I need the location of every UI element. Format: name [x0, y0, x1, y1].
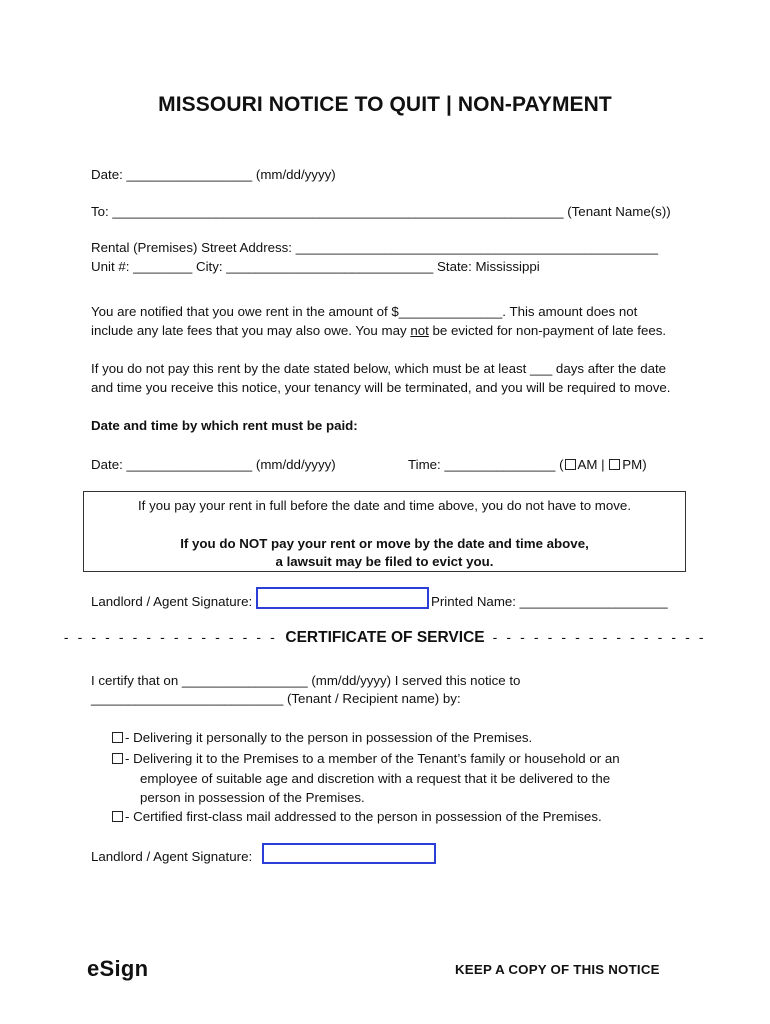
esign-logo: eSign	[87, 956, 149, 981]
deadline-time-field[interactable]	[408, 457, 647, 473]
keep-copy-note: KEEP A COPY OF THIS NOTICE	[455, 962, 660, 977]
am-checkbox[interactable]	[565, 459, 576, 470]
landlord-signature-field[interactable]	[256, 587, 429, 609]
household-delivery-label-line3: person in possession of the Premises.	[140, 790, 365, 805]
certified-mail-checkbox[interactable]	[112, 811, 123, 822]
termination-paragraph-line1: If you do not pay this rent by the date stated below, which must be at least ___ days after the date	[91, 361, 667, 376]
street-address-field[interactable]: Rental (Premises) Street Address: _________________________________________________	[91, 240, 659, 255]
rent-amount-paragraph-line2	[91, 323, 666, 339]
recipient-name-line[interactable]: __________________________ (Tenant / Recipient name) by:	[91, 691, 461, 706]
heading-dashes-left: - - - - - - - - - - - - - - - -	[63, 629, 278, 645]
service-date-line[interactable]: I certify that on _________________ (mm/dd/yyyy) I served this notice to	[91, 673, 521, 688]
late-fee-text-post: be evicted for non-payment of late fees.	[428, 323, 667, 338]
household-delivery-label-line2: employee of suitable age and discretion with a request that it be delivered to the	[140, 771, 611, 786]
warning-box-line1: If you pay your rent in full before the date and time above, you do not have to move.	[137, 498, 632, 513]
unit-city-state-line[interactable]: Unit #: ________ City: ____________________________ State: Mississippi	[91, 259, 540, 274]
service-option-household[interactable]	[111, 751, 620, 767]
time-blank[interactable]: Time: _______________ (	[408, 457, 564, 472]
certified-mail-label: - Certified first-class mail addressed to the person in possession of the Premises.	[125, 809, 602, 824]
warning-box	[83, 491, 686, 572]
certificate-title: CERTIFICATE OF SERVICE	[285, 629, 485, 646]
printed-name-field[interactable]: Printed Name: ____________________	[431, 594, 668, 609]
am-label: AM |	[577, 457, 605, 472]
document-title: MISSOURI NOTICE TO QUIT | NON-PAYMENT	[158, 93, 612, 116]
household-delivery-checkbox[interactable]	[112, 753, 123, 764]
termination-paragraph-line2: and time you receive this notice, your tenancy will be terminated, and you will be required to move.	[91, 380, 671, 395]
certificate-signature-field[interactable]	[262, 843, 436, 864]
late-fee-not-emphasis: not	[410, 323, 429, 338]
household-delivery-label: - Delivering it to the Premises to a member of the Tenant’s family or household or an	[125, 751, 620, 766]
warning-box-line2: If you do NOT pay your rent or move by the date and time above,	[180, 536, 589, 551]
personal-delivery-label: - Delivering it personally to the person in possession of the Premises.	[125, 730, 533, 745]
pm-checkbox[interactable]	[609, 459, 620, 470]
certificate-heading	[0, 629, 770, 648]
rent-amount-paragraph-line1: You are notified that you owe rent in the amount of $______________. This amount does not	[91, 304, 638, 319]
personal-delivery-checkbox[interactable]	[112, 732, 123, 743]
tenant-name-field[interactable]: To: _____________________________________________________________ (Tenant Name(s))	[91, 204, 671, 219]
heading-dashes-right: - - - - - - - - - - - - - - - -	[492, 629, 707, 645]
landlord-signature-label: Landlord / Agent Signature:	[91, 594, 253, 609]
pm-label: PM)	[622, 457, 647, 472]
late-fee-text-pre: include any late fees that you may also owe. You may	[91, 323, 411, 338]
deadline-date-field[interactable]: Date: _________________ (mm/dd/yyyy)	[91, 457, 336, 472]
certificate-signature-label: Landlord / Agent Signature:	[91, 849, 253, 864]
service-option-personal[interactable]	[111, 730, 532, 746]
service-option-mail[interactable]	[111, 809, 602, 825]
warning-box-line3: a lawsuit may be filed to evict you.	[275, 554, 494, 569]
deadline-heading: Date and time by which rent must be paid:	[91, 418, 358, 433]
notice-date-field[interactable]: Date: _________________ (mm/dd/yyyy)	[91, 167, 336, 182]
